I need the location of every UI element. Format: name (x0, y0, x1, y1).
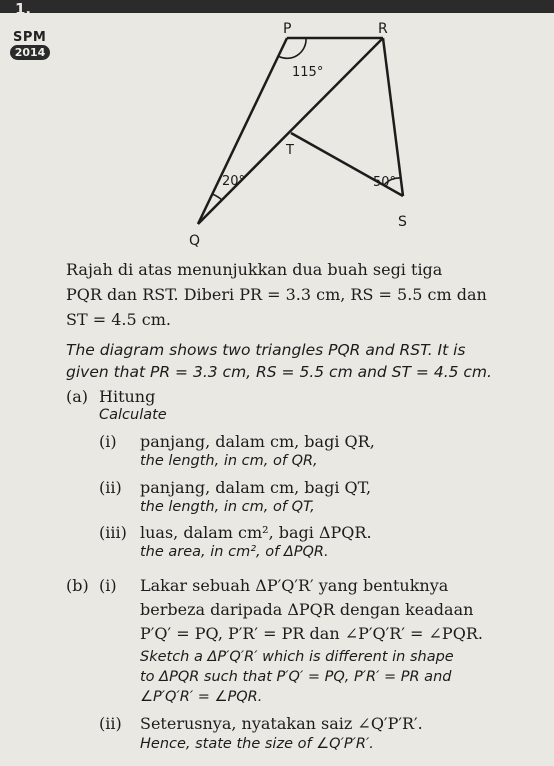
label-r: R (378, 21, 388, 37)
part-a-title-en: Calculate (99, 407, 167, 423)
part-a-i-ms: panjang, dalam cm, bagi QR, (140, 432, 375, 451)
angle-label-50: 50° (373, 175, 397, 190)
intro-en-line-2: given that PR = 3.3 cm, RS = 5.5 cm and ST = 4.5 cm. (66, 363, 492, 381)
label-q: Q (189, 233, 201, 249)
intro-ms-line-3: ST = 4.5 cm. (66, 310, 171, 329)
part-b-i-ms-line-2: berbeza daripada ΔPQR dengan keadaan (140, 600, 474, 619)
part-a-iii-en: the area, in cm², of ΔPQR. (140, 544, 329, 560)
triangle-diagram (150, 20, 450, 260)
intro-ms-line-1: Rajah di atas menunjukkan dua buah segi tiga (66, 260, 443, 279)
top-bar (0, 0, 554, 13)
part-b-i-ms-line-1: Lakar sebuah ΔP′Q′R′ yang bentuknya (140, 576, 449, 595)
part-b-ii-en: Hence, state the size of ∠Q′P′R′. (140, 736, 374, 752)
part-b-i-en-line-1: Sketch a ΔP′Q′R′ which is different in shape (140, 649, 454, 665)
part-b-label: (b) (66, 576, 89, 595)
angle-arc-q (212, 194, 222, 200)
angle-label-20: 20° (222, 174, 246, 189)
line-qr (198, 38, 383, 224)
year-badge: 2014 (10, 45, 50, 60)
intro-en-line-1: The diagram shows two triangles PQR and RST. It is (66, 341, 466, 359)
label-p: P (283, 21, 292, 37)
line-rs (383, 38, 403, 196)
label-t: T (286, 143, 294, 158)
intro-ms-line-2: PQR dan RST. Diberi PR = 3.3 cm, RS = 5.5 cm dan (66, 285, 487, 304)
spm-label: SPM (13, 30, 47, 45)
part-a-ii-ms: panjang, dalam cm, bagi QT, (140, 478, 372, 497)
part-a-title-ms: Hitung (99, 387, 156, 406)
part-b-i-en-line-3: ∠P′Q′R′ = ∠PQR. (140, 689, 263, 705)
angle-label-115: 115° (292, 65, 324, 80)
part-a-ii-en: the length, in cm, of QT, (140, 499, 315, 515)
part-b-i-en-line-2: to ΔPQR such that P′Q′ = PQ, P′R′ = PR and (140, 669, 452, 685)
part-a-iii-ms: luas, dalam cm², bagi ΔPQR. (140, 523, 372, 542)
part-b-ii-label: (ii) (99, 714, 122, 733)
part-a-iii-label: (iii) (99, 523, 127, 542)
question-number: 1. (15, 0, 32, 18)
part-b-i-label: (i) (99, 576, 117, 595)
part-a-ii-label: (ii) (99, 478, 122, 497)
part-a-i-en: the length, in cm, of QR, (140, 453, 318, 469)
part-b-ii-ms: Seterusnya, nyatakan saiz ∠Q′P′R′. (140, 714, 423, 733)
part-b-i-ms-line-3: P′Q′ = PQ, P′R′ = PR dan ∠P′Q′R′ = ∠PQR. (140, 624, 483, 643)
part-a-i-label: (i) (99, 432, 117, 451)
line-pq (198, 38, 287, 224)
label-s: S (398, 214, 407, 230)
part-a-label: (a) (66, 387, 89, 406)
